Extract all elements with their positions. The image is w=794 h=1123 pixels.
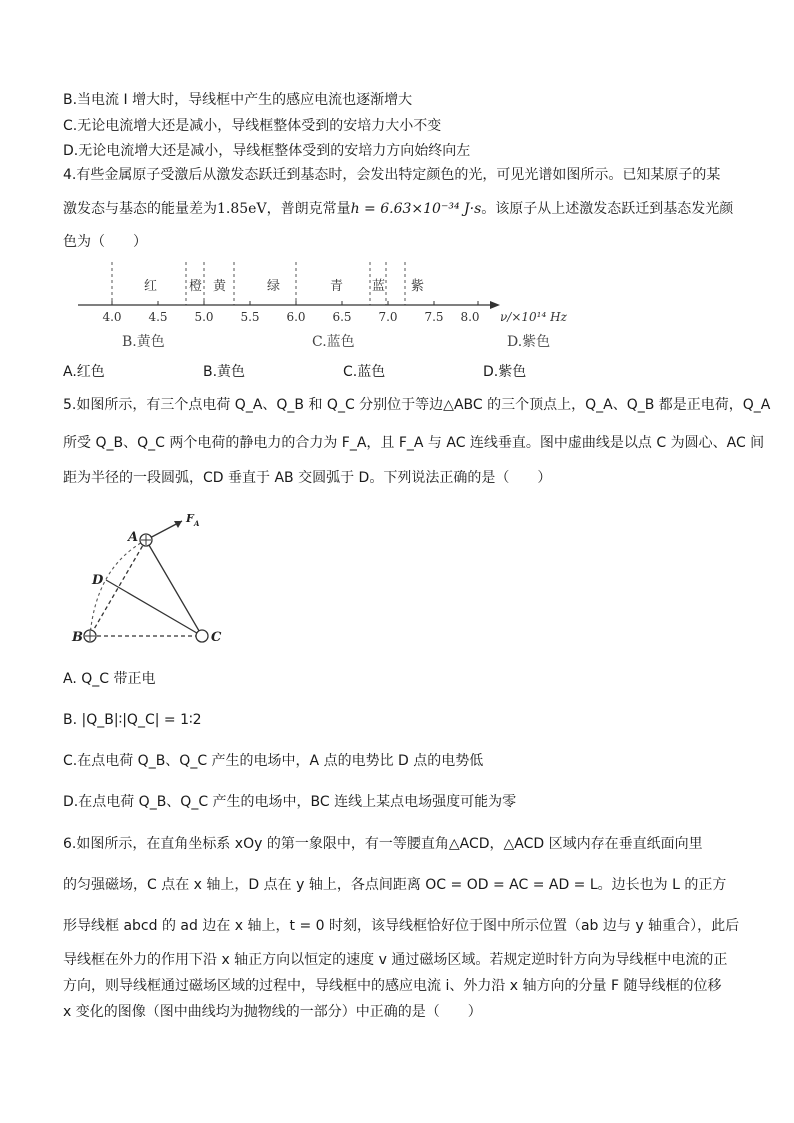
spectrum-color-violet: 紫	[411, 279, 425, 294]
q5-option-d: D.在点电荷 Q_B、Q_C 产生的电场中，BC 连线上某点电场强度可能为零	[63, 794, 517, 810]
spectrum-color-red: 红	[144, 279, 158, 294]
spectrum-color-blue: 蓝	[372, 279, 386, 294]
charge-c	[196, 630, 208, 642]
spectrum-under-c: C.蓝色	[312, 334, 355, 350]
spectrum-color-green: 绿	[267, 279, 281, 294]
tick-label: 6.0	[286, 310, 306, 324]
q4-option-c: C.蓝色	[343, 364, 386, 380]
q6-stem-line1: 6.如图所示，在直角坐标系 xOy 的第一象限中，有一等腰直角△ACD，△ACD 区域内存在垂直纸面向里	[63, 836, 703, 852]
q4-spectrum-figure	[70, 258, 590, 356]
line-cd	[106, 580, 202, 636]
label-d: D	[92, 573, 104, 588]
spectrum-color-orange: 橙	[189, 279, 203, 294]
label-b: B	[72, 630, 83, 645]
q5-stem-line1: 5.如图所示，有三个点电荷 Q_A、Q_B 和 Q_C 分别位于等边△ABC 的三个顶点上，Q_A、Q_B 都是正电荷，Q_A	[63, 397, 771, 413]
tick-label: 8.0	[460, 310, 480, 324]
q6-stem-line5: 方向，则导线框通过磁场区域的过程中，导线框中的感应电流 i、外力沿 x 轴方向的分量 F 随导线框的位移	[63, 978, 722, 994]
side-ab	[90, 540, 146, 636]
q4-option-a: A.红色	[63, 364, 105, 380]
q4-planck-value: h = 6.63×10⁻³⁴ J·s	[350, 201, 482, 217]
q5-option-c: C.在点电荷 Q_B、Q_C 产生的电场中，A 点的电势比 D 点的电势低	[63, 753, 484, 769]
tick-label: 7.0	[378, 310, 398, 324]
spectrum-axis-arrow	[490, 301, 500, 309]
q4-stem-text-3: 。该原子从上述激发态跃迁到基态发光颜	[481, 201, 734, 217]
q5-stem-line3: 距为半径的一段圆弧，CD 垂直于 AB 交圆弧于 D。下列说法正确的是（ ）	[63, 470, 552, 486]
label-fa: F	[186, 512, 194, 525]
q4-energy-value: 1.85eV	[217, 201, 267, 217]
q4-stem-line2	[63, 199, 733, 219]
tick-label: 6.5	[332, 310, 352, 324]
spectrum-color-cyan: 青	[330, 279, 344, 294]
q5-stem-line2: 所受 Q_B、Q_C 两个电荷的静电力的合力为 F_A，且 F_A 与 AC 连线垂直。图中虚曲线是以点 C 为圆心、AC 间	[63, 435, 765, 451]
spectrum-under-b: B.黄色	[122, 334, 165, 350]
q5-charge-figure	[70, 505, 240, 655]
q4-stem-line3: 色为（ ）	[63, 234, 147, 250]
q4-option-d: D.紫色	[483, 364, 527, 380]
tick-label: 7.5	[424, 310, 444, 324]
tick-label: 5.5	[240, 310, 260, 324]
spectrum-color-yellow: 黄	[213, 279, 227, 294]
q5-option-a: A. Q_C 带正电	[63, 671, 156, 687]
q4-option-b: B.黄色	[203, 364, 246, 380]
q5-option-b: B. |Q_B|∶|Q_C| = 1∶2	[63, 712, 202, 728]
q6-stem-line4: 导线框在外力的作用下沿 x 轴正方向以恒定的速度 v 通过磁场区域。若规定逆时针方向为导线框中电流的正	[63, 952, 728, 968]
tick-label: 4.0	[102, 310, 122, 324]
spectrum-axis-label: ν/×10¹⁴ Hz	[500, 310, 567, 324]
q6-stem-line2: 的匀强磁场，C 点在 x 轴上，D 点在 y 轴上，各点间距离 OC = OD = AC = AD = L。边长也为 L 的正方	[63, 877, 727, 893]
tick-label: 5.0	[194, 310, 214, 324]
q3-option-b: B.当电流 I 增大时，导线框中产生的感应电流也逐渐增大	[63, 92, 413, 108]
q4-stem-text-2: ，普朗克常量	[266, 201, 351, 217]
label-c: C	[211, 630, 222, 645]
q3-option-c: C.无论电流增大还是减小，导线框整体受到的安培力大小不变	[63, 118, 442, 134]
side-ac	[146, 540, 202, 636]
q6-stem-line3: 形导线框 abcd 的 ad 边在 x 轴上，t = 0 时刻，该导线框恰好位于图中所示位置（ab 边与 y 轴重合），此后	[63, 918, 740, 934]
q6-stem-line6: x 变化的图像（图中曲线均为抛物线的一部分）中正确的是（ ）	[63, 1004, 482, 1020]
q3-option-d: D.无论电流增大还是减小，导线框整体受到的安培力方向始终向左	[63, 143, 471, 159]
q4-stem-text: 激发态与基态的能量差为	[63, 201, 217, 217]
tick-label: 4.5	[148, 310, 168, 324]
label-a: A	[128, 530, 139, 545]
q4-stem-line1: 4.有些金属原子受激后从激发态跃迁到基态时，会发出特定颜色的光，可见光谱如图所示。已知某原子的某	[63, 167, 721, 183]
label-fa-subscript: A	[194, 519, 200, 528]
spectrum-under-d: D.紫色	[507, 334, 551, 350]
